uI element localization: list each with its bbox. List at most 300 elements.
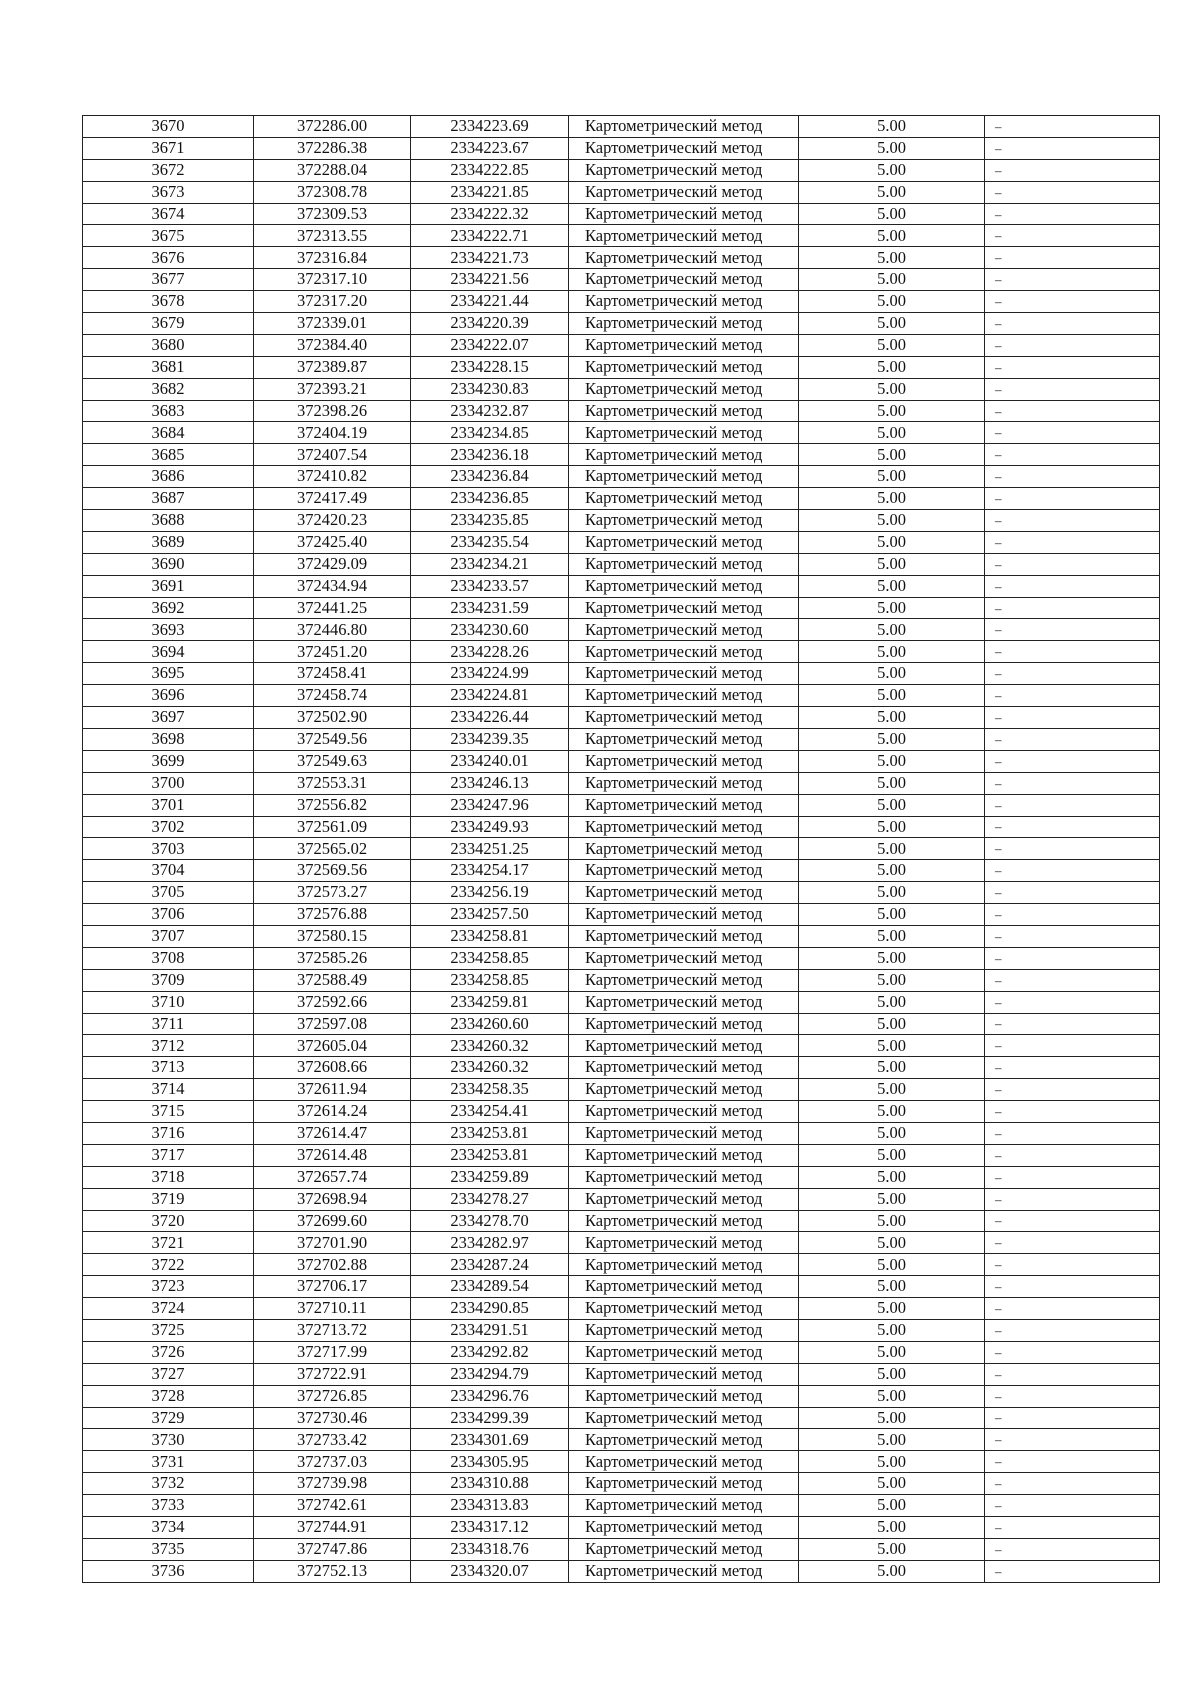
note-cell: – [985, 531, 1160, 553]
table-row [83, 1341, 1160, 1363]
method-cell: Картометрический метод [569, 1232, 799, 1254]
table-row [83, 1254, 1160, 1276]
y-coordinate-cell: 2334289.54 [411, 1276, 569, 1298]
x-coordinate-cell: 372733.42 [254, 1429, 411, 1451]
point-number-cell: 3674 [83, 203, 254, 225]
y-coordinate-cell: 2334249.93 [411, 816, 569, 838]
note-cell: – [985, 641, 1160, 663]
table-row [83, 466, 1160, 488]
point-number-cell: 3698 [83, 728, 254, 750]
method-cell: Картометрический метод [569, 1188, 799, 1210]
y-coordinate-cell: 2334278.27 [411, 1188, 569, 1210]
table-row [83, 1276, 1160, 1298]
method-cell: Картометрический метод [569, 444, 799, 466]
note-cell: – [985, 1101, 1160, 1123]
table-row [83, 882, 1160, 904]
x-coordinate-cell: 372752.13 [254, 1560, 411, 1582]
note-cell: – [985, 1210, 1160, 1232]
table-row [83, 641, 1160, 663]
point-number-cell: 3700 [83, 772, 254, 794]
note-cell: – [985, 1538, 1160, 1560]
method-cell: Картометрический метод [569, 1144, 799, 1166]
point-number-cell: 3678 [83, 291, 254, 313]
accuracy-cell: 5.00 [799, 1538, 985, 1560]
x-coordinate-cell: 372611.94 [254, 1079, 411, 1101]
accuracy-cell: 5.00 [799, 1341, 985, 1363]
table-row [83, 488, 1160, 510]
accuracy-cell: 5.00 [799, 947, 985, 969]
table-row [83, 159, 1160, 181]
x-coordinate-cell: 372393.21 [254, 378, 411, 400]
method-cell: Картометрический метод [569, 641, 799, 663]
accuracy-cell: 5.00 [799, 1298, 985, 1320]
accuracy-cell: 5.00 [799, 794, 985, 816]
accuracy-cell: 5.00 [799, 356, 985, 378]
table-row [83, 531, 1160, 553]
method-cell: Картометрический метод [569, 1560, 799, 1582]
x-coordinate-cell: 372742.61 [254, 1495, 411, 1517]
method-cell: Картометрический метод [569, 400, 799, 422]
x-coordinate-cell: 372549.56 [254, 728, 411, 750]
accuracy-cell: 5.00 [799, 1451, 985, 1473]
table-row [83, 137, 1160, 159]
method-cell: Картометрический метод [569, 860, 799, 882]
y-coordinate-cell: 2334318.76 [411, 1538, 569, 1560]
y-coordinate-cell: 2334260.32 [411, 1057, 569, 1079]
x-coordinate-cell: 372286.00 [254, 116, 411, 138]
point-number-cell: 3705 [83, 882, 254, 904]
point-number-cell: 3683 [83, 400, 254, 422]
note-cell: – [985, 313, 1160, 335]
x-coordinate-cell: 372614.48 [254, 1144, 411, 1166]
note-cell: – [985, 1166, 1160, 1188]
table-row [83, 991, 1160, 1013]
accuracy-cell: 5.00 [799, 1495, 985, 1517]
accuracy-cell: 5.00 [799, 1232, 985, 1254]
x-coordinate-cell: 372737.03 [254, 1451, 411, 1473]
method-cell: Картометрический метод [569, 1407, 799, 1429]
method-cell: Картометрический метод [569, 1538, 799, 1560]
point-number-cell: 3706 [83, 904, 254, 926]
y-coordinate-cell: 2334296.76 [411, 1385, 569, 1407]
y-coordinate-cell: 2334221.73 [411, 247, 569, 269]
point-number-cell: 3714 [83, 1079, 254, 1101]
y-coordinate-cell: 2334239.35 [411, 728, 569, 750]
accuracy-cell: 5.00 [799, 750, 985, 772]
y-coordinate-cell: 2334291.51 [411, 1319, 569, 1341]
note-cell: – [985, 816, 1160, 838]
note-cell: – [985, 1276, 1160, 1298]
x-coordinate-cell: 372316.84 [254, 247, 411, 269]
y-coordinate-cell: 2334228.26 [411, 641, 569, 663]
x-coordinate-cell: 372597.08 [254, 1013, 411, 1035]
method-cell: Картометрический метод [569, 1473, 799, 1495]
note-cell: – [985, 203, 1160, 225]
accuracy-cell: 5.00 [799, 904, 985, 926]
note-cell: – [985, 794, 1160, 816]
y-coordinate-cell: 2334258.85 [411, 947, 569, 969]
table-row [83, 925, 1160, 947]
table-row [83, 728, 1160, 750]
x-coordinate-cell: 372614.47 [254, 1122, 411, 1144]
method-cell: Картометрический метод [569, 728, 799, 750]
x-coordinate-cell: 372384.40 [254, 334, 411, 356]
table-row [83, 553, 1160, 575]
method-cell: Картометрический метод [569, 750, 799, 772]
accuracy-cell: 5.00 [799, 685, 985, 707]
y-coordinate-cell: 2334282.97 [411, 1232, 569, 1254]
table-row [83, 1101, 1160, 1123]
accuracy-cell: 5.00 [799, 1013, 985, 1035]
x-coordinate-cell: 372313.55 [254, 225, 411, 247]
point-number-cell: 3686 [83, 466, 254, 488]
x-coordinate-cell: 372458.74 [254, 685, 411, 707]
method-cell: Картометрический метод [569, 969, 799, 991]
table-row [83, 597, 1160, 619]
point-number-cell: 3728 [83, 1385, 254, 1407]
x-coordinate-cell: 372710.11 [254, 1298, 411, 1320]
note-cell: – [985, 1451, 1160, 1473]
method-cell: Картометрический метод [569, 291, 799, 313]
y-coordinate-cell: 2334254.41 [411, 1101, 569, 1123]
accuracy-cell: 5.00 [799, 991, 985, 1013]
x-coordinate-cell: 372717.99 [254, 1341, 411, 1363]
table-row [83, 663, 1160, 685]
x-coordinate-cell: 372702.88 [254, 1254, 411, 1276]
x-coordinate-cell: 372699.60 [254, 1210, 411, 1232]
accuracy-cell: 5.00 [799, 1407, 985, 1429]
method-cell: Картометрический метод [569, 1079, 799, 1101]
note-cell: – [985, 1429, 1160, 1451]
note-cell: – [985, 422, 1160, 444]
note-cell: – [985, 663, 1160, 685]
y-coordinate-cell: 2334223.69 [411, 116, 569, 138]
y-coordinate-cell: 2334230.83 [411, 378, 569, 400]
method-cell: Картометрический метод [569, 1166, 799, 1188]
point-number-cell: 3721 [83, 1232, 254, 1254]
x-coordinate-cell: 372458.41 [254, 663, 411, 685]
x-coordinate-cell: 372286.38 [254, 137, 411, 159]
method-cell: Картометрический метод [569, 1276, 799, 1298]
x-coordinate-cell: 372434.94 [254, 575, 411, 597]
method-cell: Картометрический метод [569, 619, 799, 641]
accuracy-cell: 5.00 [799, 553, 985, 575]
y-coordinate-cell: 2334235.85 [411, 510, 569, 532]
y-coordinate-cell: 2334259.89 [411, 1166, 569, 1188]
note-cell: – [985, 1298, 1160, 1320]
method-cell: Картометрический метод [569, 137, 799, 159]
method-cell: Картометрический метод [569, 1035, 799, 1057]
point-number-cell: 3687 [83, 488, 254, 510]
point-number-cell: 3685 [83, 444, 254, 466]
x-coordinate-cell: 372407.54 [254, 444, 411, 466]
x-coordinate-cell: 372420.23 [254, 510, 411, 532]
point-number-cell: 3725 [83, 1319, 254, 1341]
accuracy-cell: 5.00 [799, 247, 985, 269]
table-row [83, 1298, 1160, 1320]
accuracy-cell: 5.00 [799, 400, 985, 422]
y-coordinate-cell: 2334222.07 [411, 334, 569, 356]
accuracy-cell: 5.00 [799, 816, 985, 838]
y-coordinate-cell: 2334228.15 [411, 356, 569, 378]
y-coordinate-cell: 2334260.32 [411, 1035, 569, 1057]
note-cell: – [985, 1517, 1160, 1539]
note-cell: – [985, 947, 1160, 969]
point-number-cell: 3690 [83, 553, 254, 575]
y-coordinate-cell: 2334256.19 [411, 882, 569, 904]
point-number-cell: 3707 [83, 925, 254, 947]
method-cell: Картометрический метод [569, 1451, 799, 1473]
point-number-cell: 3729 [83, 1407, 254, 1429]
y-coordinate-cell: 2334232.87 [411, 400, 569, 422]
method-cell: Картометрический метод [569, 510, 799, 532]
x-coordinate-cell: 372569.56 [254, 860, 411, 882]
point-number-cell: 3701 [83, 794, 254, 816]
note-cell: – [985, 619, 1160, 641]
x-coordinate-cell: 372565.02 [254, 838, 411, 860]
note-cell: – [985, 269, 1160, 291]
x-coordinate-cell: 372556.82 [254, 794, 411, 816]
point-number-cell: 3702 [83, 816, 254, 838]
table-row [83, 1232, 1160, 1254]
table-row [83, 816, 1160, 838]
accuracy-cell: 5.00 [799, 860, 985, 882]
y-coordinate-cell: 2334258.35 [411, 1079, 569, 1101]
y-coordinate-cell: 2334287.24 [411, 1254, 569, 1276]
x-coordinate-cell: 372339.01 [254, 313, 411, 335]
x-coordinate-cell: 372425.40 [254, 531, 411, 553]
table-row [83, 1144, 1160, 1166]
x-coordinate-cell: 372701.90 [254, 1232, 411, 1254]
accuracy-cell: 5.00 [799, 1166, 985, 1188]
table-row [83, 510, 1160, 532]
accuracy-cell: 5.00 [799, 1079, 985, 1101]
note-cell: – [985, 1560, 1160, 1582]
table-row [83, 225, 1160, 247]
y-coordinate-cell: 2334235.54 [411, 531, 569, 553]
note-cell: – [985, 838, 1160, 860]
note-cell: – [985, 553, 1160, 575]
point-number-cell: 3710 [83, 991, 254, 1013]
accuracy-cell: 5.00 [799, 707, 985, 729]
point-number-cell: 3670 [83, 116, 254, 138]
table-row [83, 116, 1160, 138]
note-cell: – [985, 1079, 1160, 1101]
table-row [83, 1013, 1160, 1035]
table-row [83, 1122, 1160, 1144]
x-coordinate-cell: 372549.63 [254, 750, 411, 772]
method-cell: Картометрический метод [569, 882, 799, 904]
accuracy-cell: 5.00 [799, 1101, 985, 1123]
table-row [83, 1473, 1160, 1495]
point-number-cell: 3722 [83, 1254, 254, 1276]
note-cell: – [985, 575, 1160, 597]
x-coordinate-cell: 372398.26 [254, 400, 411, 422]
note-cell: – [985, 750, 1160, 772]
method-cell: Картометрический метод [569, 466, 799, 488]
table-row [83, 247, 1160, 269]
y-coordinate-cell: 2334278.70 [411, 1210, 569, 1232]
method-cell: Картометрический метод [569, 203, 799, 225]
accuracy-cell: 5.00 [799, 203, 985, 225]
method-cell: Картометрический метод [569, 597, 799, 619]
method-cell: Картометрический метод [569, 1385, 799, 1407]
note-cell: – [985, 181, 1160, 203]
table-row [83, 313, 1160, 335]
point-number-cell: 3681 [83, 356, 254, 378]
note-cell: – [985, 860, 1160, 882]
x-coordinate-cell: 372706.17 [254, 1276, 411, 1298]
accuracy-cell: 5.00 [799, 1188, 985, 1210]
method-cell: Картометрический метод [569, 1319, 799, 1341]
point-number-cell: 3704 [83, 860, 254, 882]
y-coordinate-cell: 2334294.79 [411, 1363, 569, 1385]
point-number-cell: 3694 [83, 641, 254, 663]
point-number-cell: 3726 [83, 1341, 254, 1363]
accuracy-cell: 5.00 [799, 1254, 985, 1276]
table-row [83, 860, 1160, 882]
accuracy-cell: 5.00 [799, 663, 985, 685]
table-row [83, 838, 1160, 860]
y-coordinate-cell: 2334226.44 [411, 707, 569, 729]
point-number-cell: 3696 [83, 685, 254, 707]
y-coordinate-cell: 2334253.81 [411, 1122, 569, 1144]
method-cell: Картометрический метод [569, 334, 799, 356]
method-cell: Картометрический метод [569, 1254, 799, 1276]
y-coordinate-cell: 2334221.56 [411, 269, 569, 291]
table-row [83, 1035, 1160, 1057]
table-row [83, 750, 1160, 772]
x-coordinate-cell: 372580.15 [254, 925, 411, 947]
method-cell: Картометрический метод [569, 991, 799, 1013]
point-number-cell: 3715 [83, 1101, 254, 1123]
x-coordinate-cell: 372698.94 [254, 1188, 411, 1210]
y-coordinate-cell: 2334259.81 [411, 991, 569, 1013]
x-coordinate-cell: 372657.74 [254, 1166, 411, 1188]
y-coordinate-cell: 2334222.71 [411, 225, 569, 247]
accuracy-cell: 5.00 [799, 1363, 985, 1385]
point-number-cell: 3693 [83, 619, 254, 641]
x-coordinate-cell: 372747.86 [254, 1538, 411, 1560]
note-cell: – [985, 1232, 1160, 1254]
point-number-cell: 3676 [83, 247, 254, 269]
table-row [83, 1495, 1160, 1517]
method-cell: Картометрический метод [569, 1122, 799, 1144]
y-coordinate-cell: 2334231.59 [411, 597, 569, 619]
point-number-cell: 3673 [83, 181, 254, 203]
x-coordinate-cell: 372309.53 [254, 203, 411, 225]
point-number-cell: 3688 [83, 510, 254, 532]
point-number-cell: 3712 [83, 1035, 254, 1057]
y-coordinate-cell: 2334254.17 [411, 860, 569, 882]
note-cell: – [985, 444, 1160, 466]
note-cell: – [985, 137, 1160, 159]
point-number-cell: 3720 [83, 1210, 254, 1232]
point-number-cell: 3719 [83, 1188, 254, 1210]
method-cell: Картометрический метод [569, 422, 799, 444]
table-row [83, 969, 1160, 991]
y-coordinate-cell: 2334236.85 [411, 488, 569, 510]
y-coordinate-cell: 2334292.82 [411, 1341, 569, 1363]
accuracy-cell: 5.00 [799, 619, 985, 641]
method-cell: Картометрический метод [569, 356, 799, 378]
method-cell: Картометрический метод [569, 707, 799, 729]
y-coordinate-cell: 2334258.81 [411, 925, 569, 947]
table-row [83, 1210, 1160, 1232]
accuracy-cell: 5.00 [799, 597, 985, 619]
x-coordinate-cell: 372389.87 [254, 356, 411, 378]
note-cell: – [985, 597, 1160, 619]
accuracy-cell: 5.00 [799, 969, 985, 991]
method-cell: Картометрический метод [569, 488, 799, 510]
y-coordinate-cell: 2334320.07 [411, 1560, 569, 1582]
y-coordinate-cell: 2334240.01 [411, 750, 569, 772]
point-number-cell: 3684 [83, 422, 254, 444]
note-cell: – [985, 400, 1160, 422]
point-number-cell: 3711 [83, 1013, 254, 1035]
coordinates-table-body [83, 116, 1160, 1583]
method-cell: Картометрический метод [569, 838, 799, 860]
point-number-cell: 3717 [83, 1144, 254, 1166]
accuracy-cell: 5.00 [799, 838, 985, 860]
table-row [83, 444, 1160, 466]
accuracy-cell: 5.00 [799, 225, 985, 247]
x-coordinate-cell: 372744.91 [254, 1517, 411, 1539]
note-cell: – [985, 378, 1160, 400]
y-coordinate-cell: 2334224.99 [411, 663, 569, 685]
accuracy-cell: 5.00 [799, 1276, 985, 1298]
method-cell: Картометрический метод [569, 1298, 799, 1320]
note-cell: – [985, 1057, 1160, 1079]
y-coordinate-cell: 2334305.95 [411, 1451, 569, 1473]
point-number-cell: 3697 [83, 707, 254, 729]
method-cell: Картометрический метод [569, 1013, 799, 1035]
method-cell: Картометрический метод [569, 1341, 799, 1363]
y-coordinate-cell: 2334234.85 [411, 422, 569, 444]
point-number-cell: 3699 [83, 750, 254, 772]
note-cell: – [985, 1385, 1160, 1407]
table-row [83, 334, 1160, 356]
point-number-cell: 3730 [83, 1429, 254, 1451]
note-cell: – [985, 247, 1160, 269]
note-cell: – [985, 1013, 1160, 1035]
accuracy-cell: 5.00 [799, 641, 985, 663]
accuracy-cell: 5.00 [799, 510, 985, 532]
accuracy-cell: 5.00 [799, 575, 985, 597]
method-cell: Картометрический метод [569, 181, 799, 203]
note-cell: – [985, 159, 1160, 181]
method-cell: Картометрический метод [569, 1057, 799, 1079]
method-cell: Картометрический метод [569, 1363, 799, 1385]
x-coordinate-cell: 372730.46 [254, 1407, 411, 1429]
y-coordinate-cell: 2334251.25 [411, 838, 569, 860]
table-row [83, 947, 1160, 969]
method-cell: Картометрический метод [569, 575, 799, 597]
table-row [83, 794, 1160, 816]
note-cell: – [985, 707, 1160, 729]
method-cell: Картометрический метод [569, 247, 799, 269]
table-row [83, 203, 1160, 225]
point-number-cell: 3732 [83, 1473, 254, 1495]
method-cell: Картометрический метод [569, 531, 799, 553]
x-coordinate-cell: 372317.20 [254, 291, 411, 313]
point-number-cell: 3708 [83, 947, 254, 969]
accuracy-cell: 5.00 [799, 181, 985, 203]
accuracy-cell: 5.00 [799, 466, 985, 488]
y-coordinate-cell: 2334234.21 [411, 553, 569, 575]
x-coordinate-cell: 372441.25 [254, 597, 411, 619]
note-cell: – [985, 904, 1160, 926]
